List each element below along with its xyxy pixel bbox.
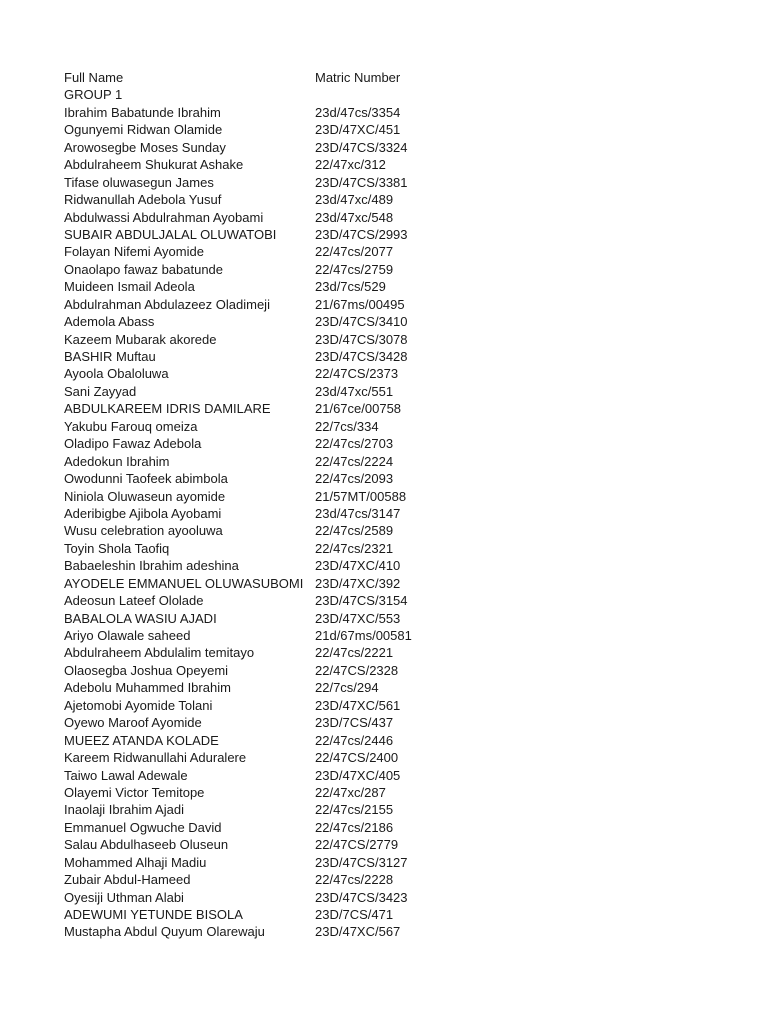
student-name: Ibrahim Babatunde Ibrahim xyxy=(64,104,221,120)
matric-number: 23D/47CS/3078 xyxy=(315,331,408,347)
matric-number: 22/47cs/2224 xyxy=(315,453,394,469)
matric-number: 22/47cs/2703 xyxy=(315,436,394,452)
matric-number: 23D/7CS/471 xyxy=(315,907,394,922)
student-name: Zubair Abdul-Hameed xyxy=(64,872,191,888)
matric-number: 22/47cs/2228 xyxy=(315,872,394,888)
student-name: Olaosegba Joshua Opeyemi xyxy=(64,662,229,678)
matric-number: 23d/47xc/551 xyxy=(315,383,394,399)
student-name: ABDULKAREEM IDRIS DAMILARE xyxy=(64,401,271,417)
table-row xyxy=(64,871,704,888)
table-row xyxy=(64,191,704,208)
student-name: Adedokun Ibrahim xyxy=(64,453,170,469)
matric-number: 23D/47XC/410 xyxy=(315,558,401,574)
table-row xyxy=(64,575,704,592)
table-row xyxy=(64,470,704,487)
student-name: Emmanuel Ogwuche David xyxy=(64,819,222,835)
student-name: BABALOLA WASIU AJADI xyxy=(64,610,217,626)
table-row xyxy=(64,889,704,906)
student-name: Abdulraheem Abdulalim temitayo xyxy=(64,645,255,661)
student-name: Mohammed Alhaji Madiu xyxy=(64,854,207,870)
student-name: Adebolu Muhammed Ibrahim xyxy=(64,680,231,696)
matric-number: 22/47cs/2759 xyxy=(315,261,394,277)
table-row xyxy=(64,714,704,731)
table-row xyxy=(64,243,704,260)
student-name: Mustapha Abdul Quyum Olarewaju xyxy=(64,924,265,940)
matric-number: 22/47cs/2589 xyxy=(315,523,394,539)
full-name-header: Full Name xyxy=(64,70,124,85)
matric-number: 21/67ce/00758 xyxy=(315,401,402,417)
matric-number: 23D/47XC/567 xyxy=(315,924,401,940)
student-name: Yakubu Farouq omeiza xyxy=(64,418,198,434)
table-row xyxy=(64,296,704,313)
table-row xyxy=(64,104,704,121)
matric-number: 23D/47CS/3324 xyxy=(315,139,408,155)
student-name: Aderibigbe Ajibola Ayobami xyxy=(64,505,222,521)
student-name: Abdulrahman Abdulazeez Oladimeji xyxy=(64,296,270,312)
table-row xyxy=(64,278,704,295)
matric-number: 23D/47XC/561 xyxy=(315,697,401,713)
matric-number: 22/47cs/2077 xyxy=(315,244,394,260)
student-name: Ademola Abass xyxy=(64,314,155,330)
matric-number: 23D/47XC/405 xyxy=(315,767,401,783)
matric-number: 23D/47CS/3423 xyxy=(315,889,408,905)
matric-number: 23d/7cs/529 xyxy=(315,279,386,295)
header-row xyxy=(64,69,704,86)
matric-number: 22/47CS/2373 xyxy=(315,366,399,382)
student-name: Tifase oluwasegun James xyxy=(64,174,214,190)
student-name: Folayan Nifemi Ayomide xyxy=(64,244,204,260)
matric-number: 22/7cs/294 xyxy=(315,680,379,696)
matric-number: 23D/47CS/3410 xyxy=(315,314,408,330)
table-row xyxy=(64,435,704,452)
matric-number: 22/47cs/2321 xyxy=(315,540,394,556)
student-name: Taiwo Lawal Adewale xyxy=(64,767,188,783)
table-row xyxy=(64,488,704,505)
matric-number: 23D/47XC/392 xyxy=(315,575,401,591)
table-row xyxy=(64,906,704,923)
matric-number: 23d/47cs/3147 xyxy=(315,505,401,521)
table-row xyxy=(64,644,704,661)
table-row xyxy=(64,697,704,714)
student-name: Niniola Oluwaseun ayomide xyxy=(64,488,226,504)
matric-number: 22/47xc/312 xyxy=(315,157,386,173)
matric-number: 23d/47xc/489 xyxy=(315,192,394,208)
table-row xyxy=(64,313,704,330)
matric-number: 23D/47CS/3154 xyxy=(315,593,408,609)
table-row xyxy=(64,662,704,679)
student-name: Abdulraheem Shukurat Ashake xyxy=(64,157,244,173)
student-name: Kazeem Mubarak akorede xyxy=(64,331,217,347)
table-row xyxy=(64,453,704,470)
student-name: Ariyo Olawale saheed xyxy=(64,628,191,643)
student-name: ADEWUMI YETUNDE BISOLA xyxy=(64,907,243,922)
matric-number: 23d/47cs/3354 xyxy=(315,104,401,120)
student-name: SUBAIR ABDULJALAL OLUWATOBI xyxy=(64,226,277,242)
matric-number: 22/7cs/334 xyxy=(315,418,379,434)
student-name: Babaeleshin Ibrahim adeshina xyxy=(64,558,239,574)
table-row xyxy=(64,209,704,226)
student-name: Ridwanullah Adebola Yusuf xyxy=(64,192,222,208)
table-row xyxy=(64,261,704,278)
table-row xyxy=(64,749,704,766)
table-row xyxy=(64,679,704,696)
matric-number: 22/47xc/287 xyxy=(315,784,386,800)
table-row xyxy=(64,418,704,435)
student-name: Olayemi Victor Temitope xyxy=(64,784,205,800)
table-row xyxy=(64,139,704,156)
table-row xyxy=(64,156,704,173)
student-name: Inaolaji Ibrahim Ajadi xyxy=(64,802,184,818)
group-row xyxy=(64,86,704,103)
matric-number: 22/47CS/2328 xyxy=(315,662,399,678)
student-name: Wusu celebration ayooluwa xyxy=(64,523,223,539)
table-row xyxy=(64,592,704,609)
table-row xyxy=(64,836,704,853)
table-row xyxy=(64,174,704,191)
table-row xyxy=(64,801,704,818)
matric-number: 23D/47CS/2993 xyxy=(315,226,408,242)
student-name: Sani Zayyad xyxy=(64,383,137,399)
matric-number: 23d/47xc/548 xyxy=(315,209,394,225)
student-list-sheet xyxy=(64,69,704,941)
student-name: Kareem Ridwanullahi Aduralere xyxy=(64,750,247,766)
student-rows xyxy=(64,104,704,941)
table-row xyxy=(64,923,704,940)
matric-number: 23D/47XC/553 xyxy=(315,610,401,626)
table-row xyxy=(64,557,704,574)
matric-number: 23D/47CS/3127 xyxy=(315,854,408,870)
student-name: Onaolapo fawaz babatunde xyxy=(64,261,224,277)
matric-number: 22/47cs/2155 xyxy=(315,802,394,818)
table-row xyxy=(64,383,704,400)
table-row xyxy=(64,610,704,627)
table-row xyxy=(64,331,704,348)
table-row xyxy=(64,121,704,138)
student-name: BASHIR Muftau xyxy=(64,349,156,364)
table-row xyxy=(64,365,704,382)
matric-number: 23D/47CS/3428 xyxy=(315,349,408,364)
table-row xyxy=(64,226,704,243)
matric-number: 22/47cs/2221 xyxy=(315,645,394,661)
student-name: Adeosun Lateef Ololade xyxy=(64,593,204,609)
table-row xyxy=(64,540,704,557)
group-label: GROUP 1 xyxy=(64,87,123,103)
table-row xyxy=(64,400,704,417)
student-name: Abdulwassi Abdulrahman Ayobami xyxy=(64,209,264,225)
matric-number: 22/47cs/2446 xyxy=(315,732,394,748)
matric-number: 21/67ms/00495 xyxy=(315,296,405,312)
matric-number-header: Matric Number xyxy=(315,70,401,85)
matric-number: 23D/47CS/3381 xyxy=(315,174,408,190)
table-row xyxy=(64,732,704,749)
student-name: Ayoola Obaloluwa xyxy=(64,366,169,382)
student-name: Muideen Ismail Adeola xyxy=(64,279,195,295)
student-name: AYODELE EMMANUEL OLUWASUBOMI xyxy=(64,575,304,591)
student-name: Toyin Shola Taofiq xyxy=(64,540,170,556)
table-row xyxy=(64,784,704,801)
table-row xyxy=(64,854,704,871)
table-row xyxy=(64,819,704,836)
student-name: Oyesiji Uthman Alabi xyxy=(64,889,184,905)
table-row xyxy=(64,348,704,365)
matric-number: 22/47cs/2093 xyxy=(315,471,394,487)
table-row xyxy=(64,522,704,539)
student-name: Salau Abdulhaseeb Oluseun xyxy=(64,837,229,853)
student-name: Owodunni Taofeek abimbola xyxy=(64,471,228,487)
student-name: MUEEZ ATANDA KOLADE xyxy=(64,732,219,748)
matric-number: 21d/67ms/00581 xyxy=(315,628,412,643)
student-name: Oladipo Fawaz Adebola xyxy=(64,436,202,452)
student-name: Ogunyemi Ridwan Olamide xyxy=(64,122,223,138)
matric-number: 23D/7CS/437 xyxy=(315,715,394,731)
matric-number: 22/47CS/2779 xyxy=(315,837,399,853)
matric-number: 22/47CS/2400 xyxy=(315,750,399,766)
student-name: Oyewo Maroof Ayomide xyxy=(64,715,202,731)
student-name: Ajetomobi Ayomide Tolani xyxy=(64,697,213,713)
matric-number: 22/47cs/2186 xyxy=(315,819,394,835)
table-row xyxy=(64,505,704,522)
table-row xyxy=(64,627,704,644)
table-row xyxy=(64,767,704,784)
matric-number: 21/57MT/00588 xyxy=(315,488,407,504)
student-name: Arowosegbe Moses Sunday xyxy=(64,139,226,155)
matric-number: 23D/47XC/451 xyxy=(315,122,401,138)
